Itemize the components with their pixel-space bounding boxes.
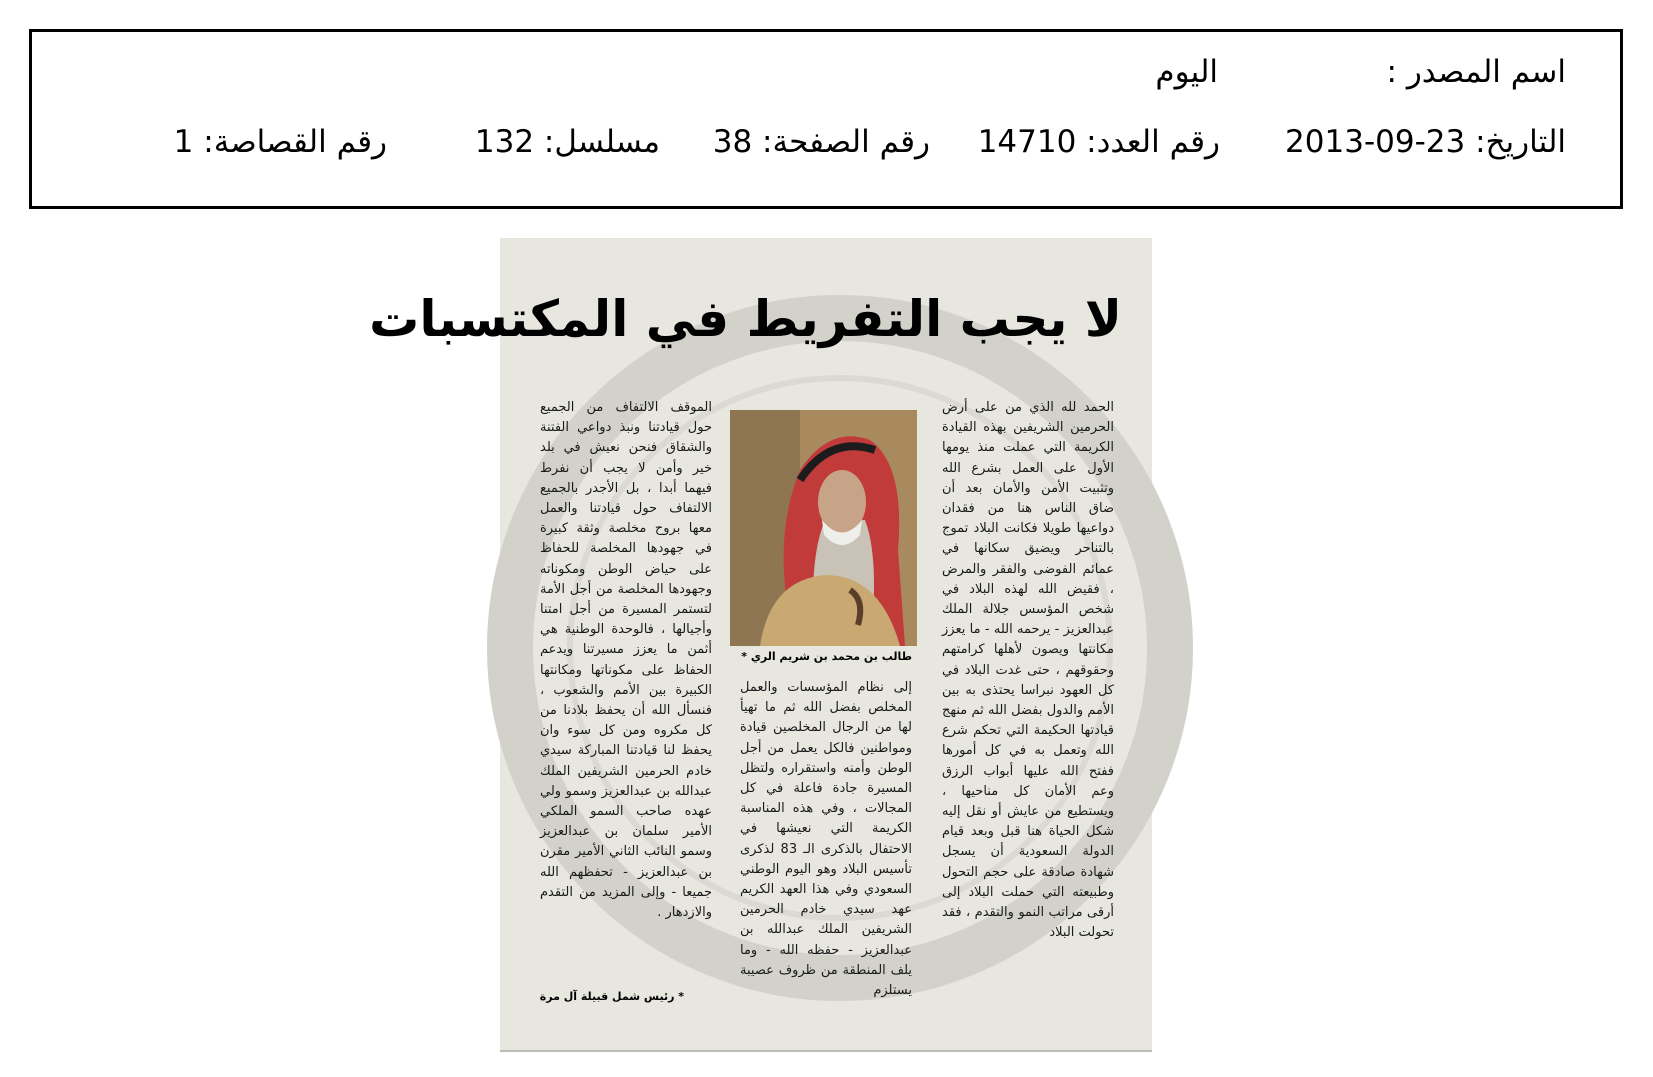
clip-number: رقم القصاصة: 1 — [173, 124, 387, 160]
photo-caption: طالب بن محمد بن شريم الري * — [741, 650, 912, 663]
article-column-right: الحمد لله الذي من على أرض الحرمين الشريفين بهذه القيادة الكريمة التي عملت منذ يومها الأول على العمل بشرع الله وتثبيت الأمن والأمان بعد أن ضاق الناس هنا من فقدان دواعيها طويلا فكانت البلاد تموج بالتناحر ويضيق سكانها في عمائم الفوضى والفقر والمرض ، فقيض الله لهذه البلاد في شخص المؤسس جلالة الملك عبدالعزيز - يرحمه الله - ما يعزز مكانتها ويصون لأهلها كرامتهم وحقوقهم ، حتى غدت البلاد في كل العهود نبراسا يحتذى به بين الأمم والدول بفضل الله ثم منهج قيادتها الحكيمة التي تحكم شرع الله وتعمل به في كل أمورها ففتح الله عليها أبواب الرزق وعم الأمان كل مناحيها ، ويستطيع من عايش أو نقل إليه شكل الحياة هنا قبل وبعد قيام الدولة السعودية أن يسجل شهادة صادقة على حجم التحول وطبيعته التي حملت البلاد إلى أرقى مراتب النمو والتقدم ، فقد تحولت البلاد — [942, 400, 1114, 941]
article-headline: لا يجب التفريط في المكتسبات — [369, 290, 1122, 348]
source-value: اليوم — [1155, 54, 1218, 90]
author-portrait-icon — [730, 410, 917, 646]
clip-divider — [500, 1050, 1152, 1052]
source-label: اسم المصدر : — [1386, 54, 1566, 90]
author-photo — [730, 410, 917, 646]
serial-number: مسلسل: 132 — [474, 124, 660, 160]
article-column-middle: إلى نظام المؤسسات والعمل المخلص بفضل الله ثم ما تهيأ لها من الرجال المخلصين قيادة ومواطنين فالكل يعمل من أجل الوطن وأمنه واستقراره ولتظل المسيرة جادة فاعلة في كل المجالات ، وفي هذه المناسبة الكريمة التي نعيشها في الاحتفال بالذكرى الـ 83 لذكرى تأسيس البلاد وهو اليوم الوطني السعودي وفي هذا العهد الكريم عهد سيدي خادم الحرمين الشريفين الملك عبدالله بن عبدالعزيز - حفظه الله - وما يلف المنطقة من ظروف عصيبة يستلزم — [740, 680, 912, 999]
issue-number: رقم العدد: 14710 — [977, 124, 1220, 160]
author-signature: * رئيس شمل قبيلة آل مرة — [539, 990, 684, 1003]
article-column-left: الموقف الالتفاف من الجميع حول قيادتنا ونبذ دواعي الفتنة والشقاق فنحن نعيش في بلد خير وأمن لا يجب أن نفرط فيهما أبدا ، بل الأجدر بالجميع الالتفاف حول قيادتنا والعمل معها بروح مخلصة وثقة كبيرة في جهودها المخلصة للحفاظ على حياض الوطن ومكوناته وجهودها المخلصة من أجل الأمة لتستمر المسيرة من أجل امتنا وأجيالها ، فالوحدة الوطنية هي أثمن ما يعزز مسيرتنا ويدعم الحفاظ على مكوناتها ومكانتها الكبيرة بين الأمم والشعوب ، فنسأل الله أن يحفظ بلادنا من كل مكروه ومن كل سوء وان يحفظ لنا قيادتنا المباركة سيدي خادم الحرمين الشريفين الملك عبدالله بن عبدالعزيز وسمو ولي عهده صاحب السمو الملكي الأمير سلمان بن عبدالعزيز وسمو النائب الثاني الأمير مقرن بن عبدالعزيز - تحفظهم الله جميعا - وإلى المزيد من التقدم والازدهار . — [540, 400, 712, 921]
newspaper-clipping — [369, 238, 1152, 1050]
page-number: رقم الصفحة: 38 — [712, 124, 930, 160]
date-field: التاريخ: 23-09-2013 — [1285, 124, 1566, 160]
metadata-box — [29, 29, 1623, 209]
